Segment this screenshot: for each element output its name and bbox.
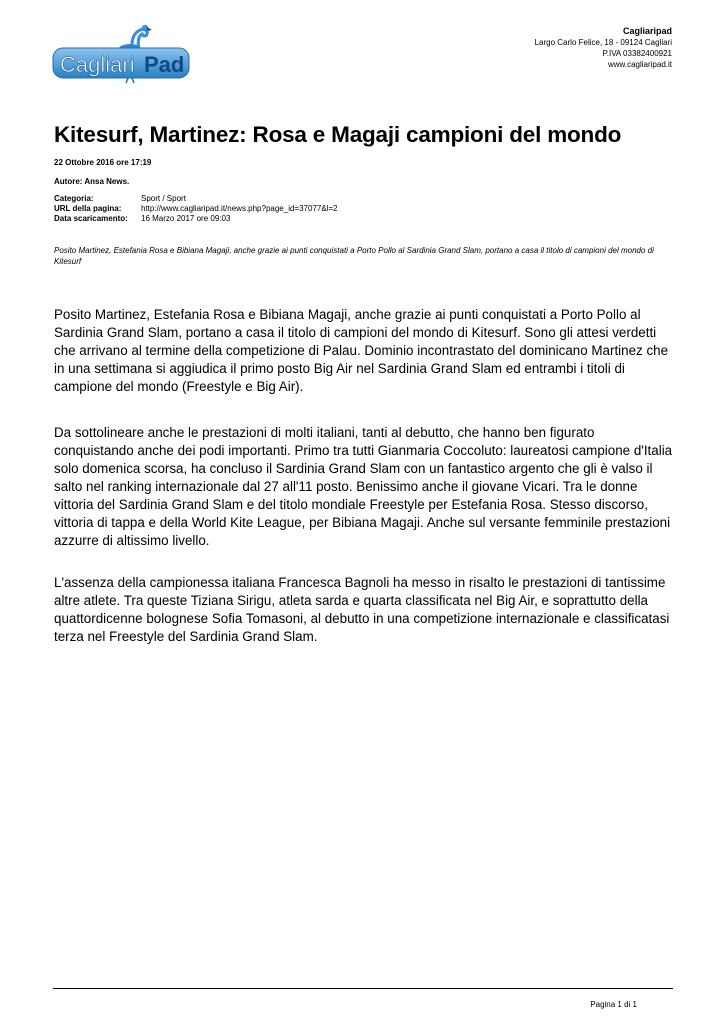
meta-value: 16 Marzo 2017 ore 09:03 — [141, 214, 231, 223]
meta-label: Data scaricamento: — [54, 214, 128, 223]
cagliaripad-logo[interactable] — [52, 22, 192, 84]
company-info — [535, 26, 672, 70]
company-name: Cagliaripad — [622, 26, 672, 36]
meta-row-category — [54, 194, 338, 204]
article-author: Autore: Ansa News. — [54, 177, 130, 186]
article-paragraph: Posito Martinez, Estefania Rosa e Bibiana Magaji, anche grazie ai punti conquistati a Porto Pollo al Sardinia Grand Slam, portano a casa il titolo di campioni del mondo di Kitesurf. Sono gli attesi verdetti che arrivano al termine della competizione di Palau. Dominio incontrastato del dominicano Martinez che in una settimana si aggiudica il primo posto Big Air nel Sardinia Grand Slam ed entrambi i titoli di campione del mondo (Freestyle e Big Air). — [54, 307, 669, 394]
article-title: Kitesurf, Martinez: Rosa e Magaji campioni del mondo — [54, 122, 622, 147]
meta-label: URL della pagina: — [54, 204, 122, 213]
meta-row-download-date — [54, 214, 338, 224]
article-date: 22 Ottobre 2016 ore 17:19 — [54, 158, 152, 167]
company-website[interactable]: www.cagliaripad.it — [607, 60, 672, 69]
article-summary: Posito Martinez, Estefania Rosa e Bibiana Magaji, anche grazie ai punti conquistati a Porto Pollo al Sardinia Grand Slam, portano a casa il titolo di campioni del mondo di Kitesurf — [54, 246, 654, 266]
page-number: Pagina 1 di 1 — [590, 1000, 637, 1009]
svg-text:Pad: Pad — [144, 52, 185, 77]
footer-divider — [53, 988, 673, 989]
company-vat: P.IVA 03382400921 — [602, 49, 672, 58]
article-paragraph: L'assenza della campionessa italiana Francesca Bagnoli ha messo in risalto le prestazioni di tantissime altre atlete. Tra queste Tiziana Sirigu, atleta sarda e quarta classificata nel Big Air, e soprattutto della quattordicenne bolognese Sofia Tomasoni, al debutto in una competizione internazionale e classificatasi terza nel Freestyle del Sardinia Grand Slam. — [54, 575, 670, 644]
svg-text:Cagliari: Cagliari — [60, 52, 135, 77]
meta-label: Categoria: — [54, 194, 94, 203]
page-url-link[interactable]: http://www.cagliaripad.it/news.php?page_id=37077&l=2 — [141, 204, 338, 213]
meta-row-url — [54, 204, 338, 214]
article-paragraph: Da sottolineare anche le prestazioni di molti italiani, tanti al debutto, che hanno ben figurato conquistando anche dei podi importanti. Primo tra tutti Gianmaria Coccoluto: laureatosi campione d'Italia solo domenica scorsa, ha concluso il Sardinia Grand Slam con un fantastico argento che gli è valso il salto nel ranking internazionale dal 27 all'11 posto. Benissimo anche il giovane Vicari. Tra le donne vittoria del Sardinia Grand Slam e del titolo mondiale Freestyle per Estefania Rosa. Stesso discorso, vittoria di tappa e della World Kite League, per Bibiana Magaji. Anche sul versante femminile prestazioni azzurre di altissimo livello. — [54, 425, 673, 548]
company-address: Largo Carlo Felice, 18 - 09124 Cagliari — [534, 38, 672, 47]
meta-value: Sport / Sport — [141, 194, 186, 203]
article-meta — [54, 194, 338, 224]
